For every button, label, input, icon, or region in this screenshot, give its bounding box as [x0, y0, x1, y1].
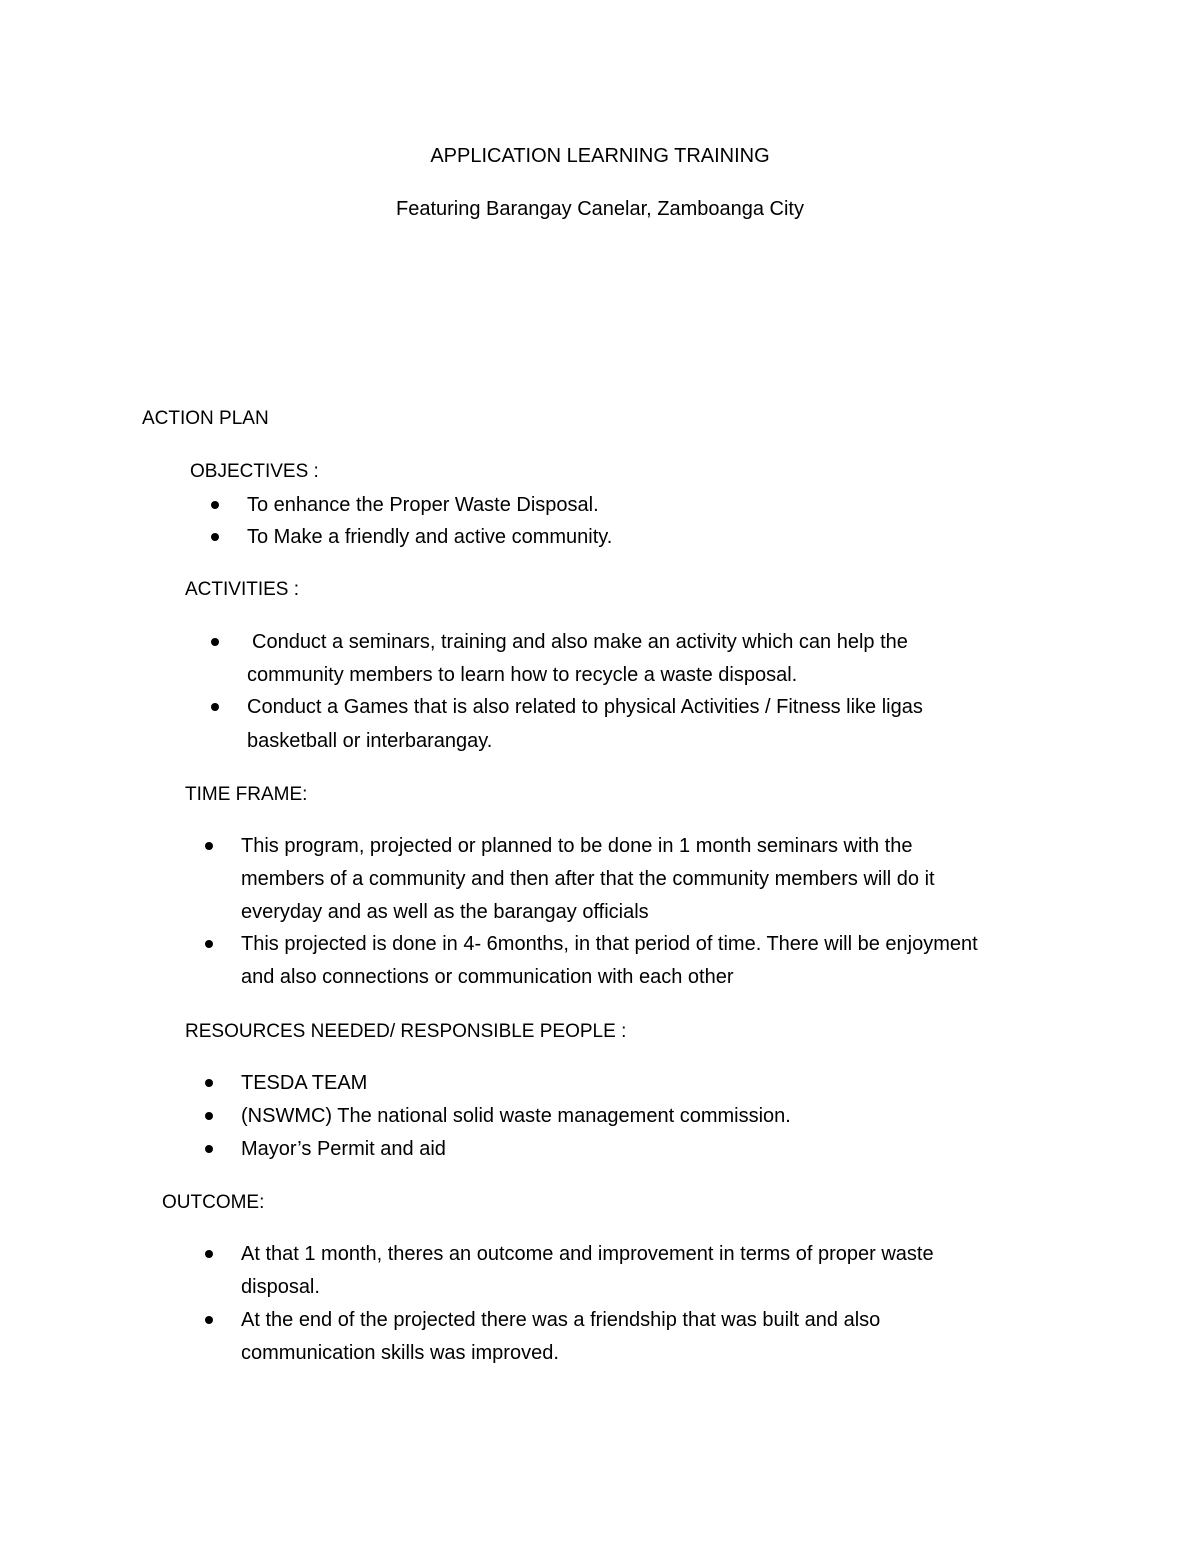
resource-item: TESDA TEAM — [241, 1072, 368, 1094]
bullet-icon — [205, 842, 213, 850]
activity-item-line: community members to learn how to recycle a waste disposal. — [247, 664, 798, 686]
bullet-icon — [205, 1079, 213, 1087]
objective-item: To enhance the Proper Waste Disposal. — [247, 494, 599, 516]
outcome-item-line: At the end of the projected there was a friendship that was built and also — [241, 1309, 881, 1331]
time-frame-item-line: This projected is done in 4- 6months, in that period of time. There will be enjoyment — [241, 933, 978, 955]
objectives-heading: OBJECTIVES : — [190, 461, 319, 482]
time-frame-item-line: and also connections or communication with each other — [241, 966, 734, 988]
resources-heading: RESOURCES NEEDED/ RESPONSIBLE PEOPLE : — [185, 1021, 627, 1042]
bullet-icon — [205, 1112, 213, 1120]
bullet-icon — [211, 703, 219, 711]
resource-item: Mayor’s Permit and aid — [241, 1138, 446, 1160]
bullet-icon — [205, 1316, 213, 1324]
activity-item-line: Conduct a Games that is also related to physical Activities / Fitness like ligas — [247, 696, 923, 718]
resource-item: (NSWMC) The national solid waste management commission. — [241, 1105, 791, 1127]
bullet-icon — [205, 1250, 213, 1258]
activities-heading: ACTIVITIES : — [185, 579, 300, 600]
bullet-icon — [211, 533, 219, 541]
outcome-item-line: communication skills was improved. — [241, 1342, 559, 1364]
activity-item-line: Conduct a seminars, training and also make an activity which can help the — [252, 631, 908, 653]
bullet-icon — [205, 940, 213, 948]
bullet-icon — [211, 638, 219, 646]
outcome-item-line: disposal. — [241, 1276, 320, 1298]
outcome-heading: OUTCOME: — [162, 1192, 265, 1213]
time-frame-heading: TIME FRAME: — [185, 784, 308, 805]
time-frame-item-line: members of a community and then after that the community members will do it — [241, 868, 935, 890]
action-plan-heading: ACTION PLAN — [142, 408, 269, 429]
activity-item-line: basketball or interbarangay. — [247, 730, 493, 752]
bullet-icon — [205, 1145, 213, 1153]
time-frame-item-line: This program, projected or planned to be done in 1 month seminars with the — [241, 835, 913, 857]
bullet-icon — [211, 501, 219, 509]
document-title: APPLICATION LEARNING TRAINING — [430, 145, 770, 167]
outcome-item-line: At that 1 month, theres an outcome and improvement in terms of proper waste — [241, 1243, 934, 1265]
time-frame-item-line: everyday and as well as the barangay officials — [241, 901, 649, 923]
objective-item: To Make a friendly and active community. — [247, 526, 613, 548]
document-subtitle: Featuring Barangay Canelar, Zamboanga City — [395, 198, 804, 220]
